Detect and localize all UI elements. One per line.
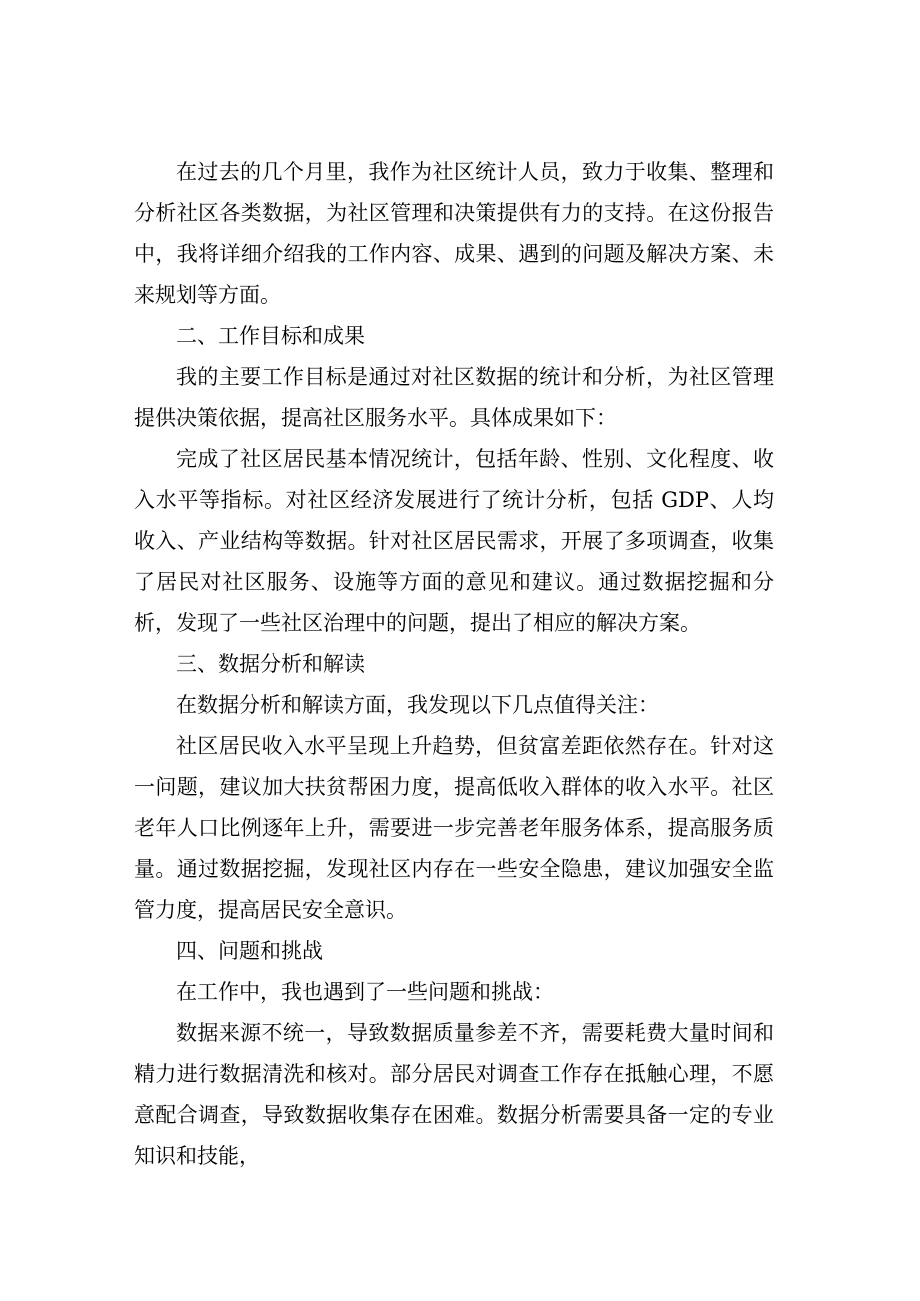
problems-paragraph: 数据来源不统一，导致数据质量参差不齐，需要耗费大量时间和精力进行数据清洗和核对。部分居民对调查工作存在抵触心理，不愿意配合调查，导致数据收集存在困难。数据分析需要具备一定的专业知识和技能，: [134, 1021, 774, 1168]
document-body: [134, 152, 774, 1177]
section-heading-analysis: 三、数据分析和解读: [176, 652, 365, 676]
results-paragraph: 完成了社区居民基本情况统计，包括年龄、性别、文化程度、收入水平等指标。对社区经济发展进行了统计分析，包括 GDP、人均收入、产业结构等数据。针对社区居民需求，开展了多项调查，收集了居民对社区服务、设施等方面的意见和建议。通过数据挖掘和分析，发现了一些社区治理中的问题，提出了相应的解决方案。: [134, 447, 774, 635]
intro-paragraph: 在过去的几个月里，我作为社区统计人员，致力于收集、整理和分析社区各类数据，为社区管理和决策提供有力的支持。在这份报告中，我将详细介绍我的工作内容、成果、遇到的问题及解决方案、未来规划等方面。: [134, 160, 774, 307]
section-heading-problems: 四、问题和挑战: [176, 939, 323, 963]
analysis-intro-paragraph: 在数据分析和解读方面，我发现以下几点值得关注：: [176, 693, 659, 717]
section-heading-goals: 二、工作目标和成果: [176, 324, 365, 348]
analysis-paragraph: 社区居民收入水平呈现上升趋势，但贫富差距依然存在。针对这一问题，建议加大扶贫帮困力度，提高低收入群体的收入水平。社区老年人口比例逐年上升，需要进一步完善老年服务体系，提高服务质量。通过数据挖掘，发现社区内存在一些安全隐患，建议加强安全监管力度，提高居民安全意识。: [134, 734, 774, 922]
goals-paragraph: 我的主要工作目标是通过对社区数据的统计和分析，为社区管理提供决策依据，提高社区服务水平。具体成果如下：: [134, 365, 774, 430]
problems-intro-paragraph: 在工作中，我也遇到了一些问题和挑战：: [176, 980, 554, 1004]
